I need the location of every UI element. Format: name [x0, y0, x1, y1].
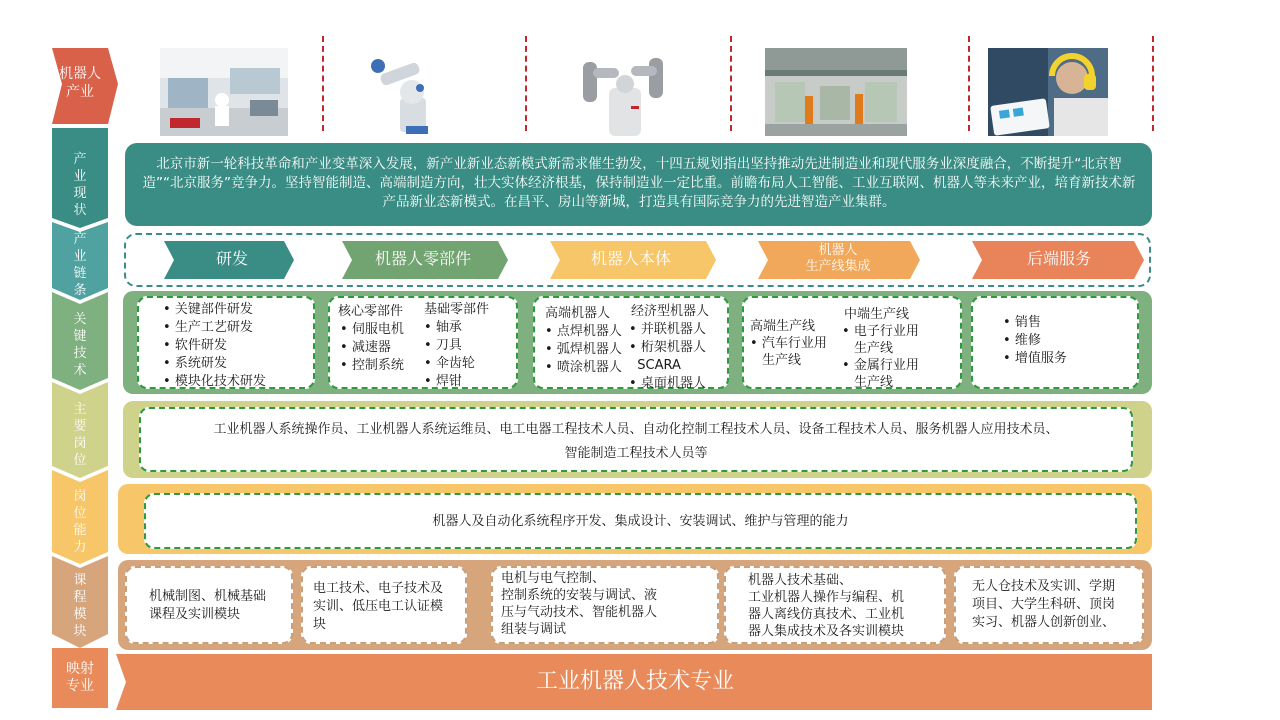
eco-robot-item: SCARA	[637, 358, 681, 373]
tech-rd-item: • 模块化技术研发	[163, 374, 266, 389]
high-line-item: • 汽车行业用	[750, 336, 827, 351]
base-part-item: • 伞齿轮	[424, 356, 475, 371]
eco-robot-title: 经济型机器人	[631, 304, 710, 319]
chain-service-label: 后端服务	[1026, 249, 1091, 268]
status-label: 产业现状	[73, 152, 87, 218]
high-line-item-cont: 生产线	[762, 353, 802, 368]
base-part-item: • 刀具	[424, 338, 462, 353]
positions-line-2: 智能制造工程技术人员等	[564, 446, 708, 461]
base-part-item: • 焊钳	[424, 374, 462, 389]
service-item: • 增值服务	[1003, 351, 1067, 366]
positions-box	[139, 407, 1133, 472]
course-line: 器人离线仿真技术、工业机	[748, 607, 905, 622]
chain-line-label	[764, 239, 912, 279]
positions-line-1: 工业机器人系统操作员、工业机器人系统运维员、电工电器工程技术人员、自动化控制工程技术人员、设备工程技术人员、服务机器人应用技术员、	[213, 422, 1059, 437]
base-part-item: • 轴承	[424, 320, 462, 335]
tech-line-box	[742, 296, 962, 389]
eco-robot-item: • 桌面机器人	[629, 376, 706, 391]
course-line: 无人仓技术及实训、学期	[972, 579, 1116, 594]
photo-divider	[1152, 36, 1154, 131]
ability-box	[144, 493, 1137, 549]
course-box-innovation	[954, 566, 1144, 644]
core-part-item: • 控制系统	[340, 358, 404, 373]
base-parts-title: 基础零部件	[424, 302, 490, 317]
major-title: 工业机器人技术专业	[535, 669, 734, 694]
course-line: 电机与电气控制、	[501, 571, 606, 586]
chain-rd-label: 研发	[215, 249, 248, 268]
mid-line-item-cont: 生产线	[854, 341, 894, 356]
course-line: 压与气动技术、智能机器人	[501, 605, 658, 620]
course-line: 电工技术、电子技术及	[313, 581, 444, 596]
industry-status-text: 北京市新一轮科技革命和产业变革深入发展，新产业新业态新模式新需求催生勃发，十四五规划指出坚持推动先进制造业和现代服务业深度融合，不断提升“北京智造”“北京服务”竞争力。坚持智能制造、高端制造方向，壮大实体经济根基，保持制造业一定比重。前瞻布局人工智能、工业互联网、机器人等未来产业，培育新技术新产品新业态新模式。在昌平、房山等新城，打造具有国际竞争力的先进智造产业集群。	[142, 156, 1136, 210]
tech-rd-item: • 关键部件研发	[163, 302, 253, 317]
chain-line-label-2: 生产线集成	[805, 259, 871, 274]
mid-line-item: • 电子行业用	[842, 324, 919, 339]
course-line: 实训、低压电工认证模	[313, 599, 444, 614]
engineer-tablet-photo	[988, 48, 1108, 136]
tech-body-box	[533, 296, 729, 389]
course-line: 机械制图、机械基础	[149, 589, 267, 604]
core-parts-title: 核心零部件	[338, 304, 404, 319]
tech-service-box	[971, 296, 1139, 389]
course-line: 器人集成技术及各实训模块	[748, 624, 905, 639]
eco-robot-item: • 桁架机器人	[629, 340, 706, 355]
photo-divider	[525, 36, 527, 131]
positions-label: 主要岗位	[73, 402, 87, 468]
core-part-item: • 减速器	[340, 340, 391, 355]
chain-label: 产业链条	[73, 232, 87, 298]
mapping-label: 映射专业	[66, 661, 94, 694]
eco-robot-item: • 并联机器人	[629, 322, 706, 337]
course-line: 工业机器人操作与编程、机	[748, 590, 905, 605]
chain-parts-label: 机器人零部件	[374, 249, 471, 268]
industry-label: 机器人产业	[59, 66, 101, 100]
course-box-electrical	[301, 566, 467, 644]
mid-line-item: • 金属行业用	[842, 358, 919, 373]
course-line: 组装与调试	[501, 622, 567, 637]
photo-divider	[322, 36, 324, 131]
course-line: 实习、机器人创新创业、	[972, 615, 1116, 630]
dual-arm-robot-photo	[577, 48, 672, 136]
tech-rd-box	[137, 296, 315, 389]
tech-parts-box	[328, 296, 518, 389]
high-robot-item: • 点焊机器人	[545, 324, 622, 339]
courses-label: 课程模块	[73, 573, 87, 639]
ability-label: 岗位能力	[73, 489, 87, 555]
course-line: 块	[313, 617, 327, 632]
photo-divider	[968, 36, 970, 131]
chain-line-label-1: 机器人	[818, 243, 858, 258]
tech-rd-item: • 系统研发	[163, 356, 227, 371]
core-part-item: • 伺服电机	[340, 322, 404, 337]
tech-label: 关键技术	[73, 312, 87, 378]
mid-line-item-cont: 生产线	[854, 375, 894, 390]
control-room-photo	[160, 48, 288, 136]
course-box-mechanical	[125, 566, 293, 644]
mid-line-title: 中端生产线	[844, 307, 910, 322]
high-robot-item: • 喷涂机器人	[545, 360, 622, 375]
course-line: 项目、大学生科研、顶岗	[972, 597, 1116, 612]
ability-text: 机器人及自动化系统程序开发、集成设计、安装调试、维护与管理的能力	[432, 514, 849, 529]
service-item: • 销售	[1003, 315, 1041, 330]
high-line-title: 高端生产线	[750, 319, 816, 334]
course-line: 课程及实训模块	[149, 607, 241, 622]
photo-divider	[730, 36, 732, 131]
tech-rd-item: • 软件研发	[163, 338, 227, 353]
service-item: • 维修	[1003, 333, 1041, 348]
high-robot-item: • 弧焊机器人	[545, 342, 622, 357]
assembly-line-photo	[765, 48, 907, 136]
high-robot-title: 高端机器人	[545, 306, 611, 321]
course-line: 控制系统的安装与调试、液	[501, 588, 658, 603]
robot-arm-photo	[360, 48, 455, 136]
tech-rd-item: • 生产工艺研发	[163, 320, 253, 335]
chain-body-label: 机器人本体	[590, 249, 671, 268]
course-box-control	[491, 566, 719, 644]
course-line: 机器人技术基础、	[748, 573, 853, 588]
course-box-robotics	[724, 566, 946, 644]
